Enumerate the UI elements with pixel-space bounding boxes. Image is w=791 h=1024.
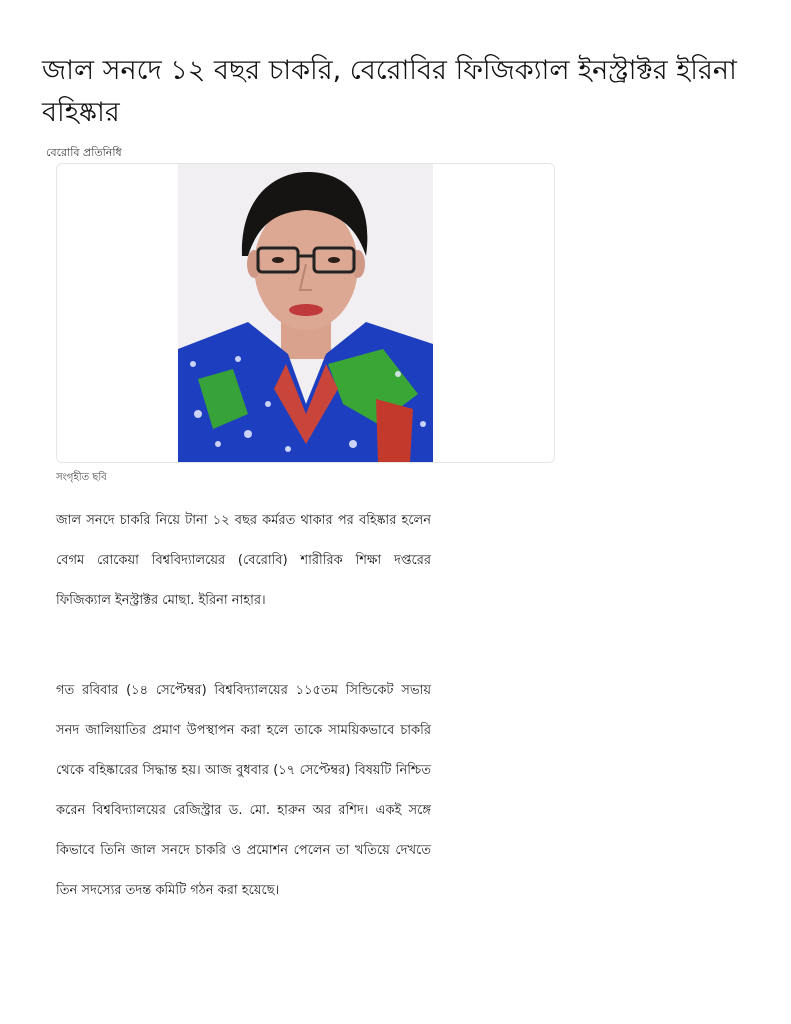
portrait-photo: [178, 164, 433, 462]
article-paragraph: জাল সনদে চাকরি নিয়ে টানা ১২ বছর কর্মরত থাকার পর বহিষ্কার হলেন বেগম রোকেয়া বিশ্ববিদ্যালয়ের (বেরোবি) শারীরিক শিক্ষা দপ্তরের ফিজিক্যাল ইনস্ট্রাক্টর মোছা. ইরিনা নাহার।: [56, 513, 431, 608]
article-headline: জাল সনদে ১২ বছর চাকরি, বেরোবির ফিজিক্যাল ইনস্ট্রাক্টর ইরিনা বহিষ্কার: [42, 55, 737, 128]
image-caption: সংগৃহীত ছবি: [56, 472, 107, 483]
article-image-frame: [56, 163, 555, 463]
article-byline: বেরোবি প্রতিনিধি: [46, 146, 122, 159]
article-paragraph: গত রবিবার (১৪ সেপ্টেম্বর) বিশ্ববিদ্যালয়ের ১১৫তম সিন্ডিকেট সভায় সনদ জালিয়াতির প্রমাণ উপস্থাপন করা হলে তাকে সাময়িকভাবে চাকরি থেকে বহিষ্কারের সিদ্ধান্ত হয়। আজ বুধবার (১৭ সেপ্টেম্বর) বিষয়টি নিশ্চিত করেন বিশ্ববিদ্যালয়ের রেজিস্ট্রার ড. মো. হারুন অর রশিদ। একই সঙ্গে কিভাবে তিনি জাল সনদে চাকরি ও প্রমোশন পেলেন তা খতিয়ে দেখতে তিন সদস্যের তদন্ত কমিটি গঠন করা হয়েছে।: [56, 683, 431, 898]
